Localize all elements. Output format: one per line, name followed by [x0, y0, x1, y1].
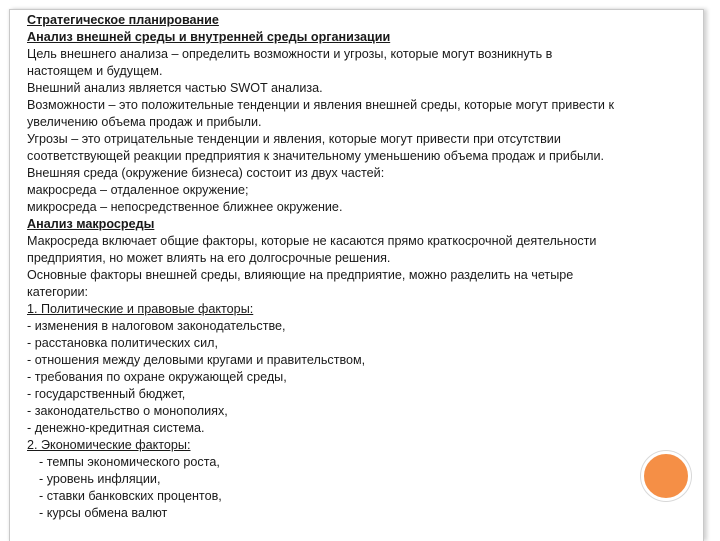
- text-line: - требования по охране окружающей среды,: [27, 370, 287, 384]
- text-line: категории:: [27, 285, 89, 299]
- section-heading: Анализ макросреды: [27, 217, 155, 231]
- document-body: [27, 12, 697, 522]
- text-line: - изменения в налоговом законодательстве,: [27, 319, 286, 333]
- text-line: - темпы экономического роста,: [39, 455, 220, 469]
- text-line: предприятия, но может влиять на его долгосрочные решения.: [27, 251, 391, 265]
- text-line: - курсы обмена валют: [39, 506, 168, 520]
- text-line: - расстановка политических сил,: [27, 336, 218, 350]
- subsection-heading: 2. Экономические факторы:: [27, 438, 191, 452]
- text-line: - денежно-кредитная система.: [27, 421, 205, 435]
- text-line: макросреда – отдаленное окружение;: [27, 183, 249, 197]
- subsection-heading: 1. Политические и правовые факторы:: [27, 302, 254, 316]
- text-line: Макросреда включает общие факторы, которые не касаются прямо краткосрочной деятельности: [27, 234, 597, 248]
- text-line: Основные факторы внешней среды, влияющие на предприятие, можно разделить на четыре: [27, 268, 574, 282]
- text-line: - законодательство о монополиях,: [27, 404, 228, 418]
- text-line: - уровень инфляции,: [39, 472, 161, 486]
- section-heading: Анализ внешней среды и внутренней среды организации: [27, 30, 391, 44]
- text-line: соответствующей реакции предприятия к значительному уменьшению объема продаж и прибыли.: [27, 149, 604, 163]
- text-line: - государственный бюджет,: [27, 387, 186, 401]
- text-line: Цель внешнего анализа – определить возможности и угрозы, которые могут возникнуть в: [27, 47, 553, 61]
- text-line: - ставки банковских процентов,: [39, 489, 222, 503]
- text-line: настоящем и будущем.: [27, 64, 163, 78]
- section-heading: Стратегическое планирование: [27, 13, 219, 27]
- text-line: увеличению объема продаж и прибыли.: [27, 115, 262, 129]
- text-line: Возможности – это положительные тенденции и явления внешней среды, которые могут привести к: [27, 98, 614, 112]
- text-line: Внешняя среда (окружение бизнеса) состоит из двух частей:: [27, 166, 385, 180]
- text-line: микросреда – непосредственное ближнее окружение.: [27, 200, 343, 214]
- text-line: - отношения между деловыми кругами и правительством,: [27, 353, 366, 367]
- text-line: Внешний анализ является частью SWOT анализа.: [27, 81, 323, 95]
- text-line: Угрозы – это отрицательные тенденции и явления, которые могут привести при отсутствии: [27, 132, 561, 146]
